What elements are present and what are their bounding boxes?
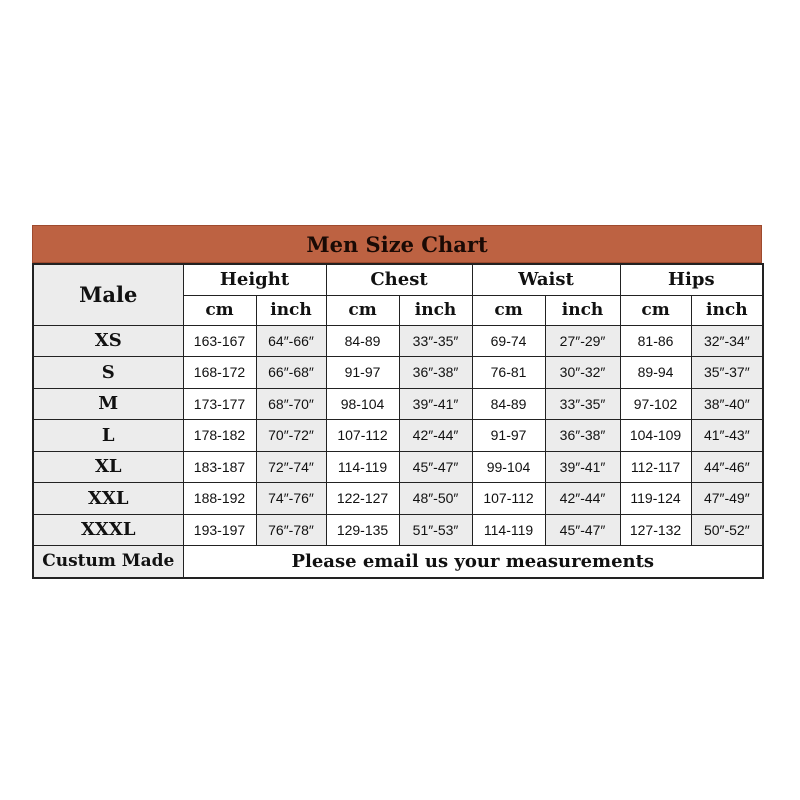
measurement-cell: 107-112 [326,420,399,452]
measurement-cell: 183-187 [183,451,256,483]
size-label: XXL [33,483,183,515]
measurement-cell: 42″-44″ [545,483,620,515]
measurement-cell: 33″-35″ [399,325,472,357]
size-rows [33,325,763,546]
measurement-cell: 48″-50″ [399,483,472,515]
measurement-cell: 99-104 [472,451,545,483]
measurement-cell: 45″-47″ [399,451,472,483]
table-row [33,420,763,452]
size-chart [32,225,762,579]
table-row [33,514,763,546]
measurement-cell: 119-124 [620,483,691,515]
table-row [33,388,763,420]
unit-header: cm [472,295,545,325]
measurement-cell: 91-97 [472,420,545,452]
unit-header: inch [399,295,472,325]
measurement-cell: 168-172 [183,357,256,389]
measurement-cell: 38″-40″ [691,388,763,420]
unit-header: inch [545,295,620,325]
measurement-cell: 193-197 [183,514,256,546]
measurement-cell: 33″-35″ [545,388,620,420]
measurement-cell: 32″-34″ [691,325,763,357]
measurement-cell: 163-167 [183,325,256,357]
measurement-cell: 50″-52″ [691,514,763,546]
measurement-cell: 36″-38″ [399,357,472,389]
measurement-cell: 178-182 [183,420,256,452]
measurement-cell: 84-89 [472,388,545,420]
measurement-cell: 42″-44″ [399,420,472,452]
size-label: S [33,357,183,389]
measurement-cell: 36″-38″ [545,420,620,452]
measurement-cell: 35″-37″ [691,357,763,389]
measurement-cell: 68″-70″ [256,388,326,420]
unit-header: inch [691,295,763,325]
measurement-cell: 114-119 [326,451,399,483]
measurement-cell: 72″-74″ [256,451,326,483]
measurement-cell: 112-117 [620,451,691,483]
height-header: Height [183,264,326,295]
table-row [33,325,763,357]
measurement-cell: 89-94 [620,357,691,389]
measurement-cell: 97-102 [620,388,691,420]
size-label: XS [33,325,183,357]
measurement-cell: 45″-47″ [545,514,620,546]
size-label: L [33,420,183,452]
hips-header: Hips [620,264,763,295]
measurement-cell: 76″-78″ [256,514,326,546]
size-label: XXXL [33,514,183,546]
measurement-cell: 30″-32″ [545,357,620,389]
measurement-cell: 122-127 [326,483,399,515]
measurement-cell: 107-112 [472,483,545,515]
measurement-cell: 74″-76″ [256,483,326,515]
measurement-cell: 129-135 [326,514,399,546]
custom-made-label: Custum Made [33,546,183,578]
custom-made-message: Please email us your measurements [183,546,763,578]
size-label: XL [33,451,183,483]
measurement-cell: 188-192 [183,483,256,515]
table-row [33,483,763,515]
measurement-cell: 66″-68″ [256,357,326,389]
measurement-cell: 114-119 [472,514,545,546]
measurement-cell: 98-104 [326,388,399,420]
measurement-cell: 70″-72″ [256,420,326,452]
male-header: Male [33,264,183,325]
measurement-cell: 127-132 [620,514,691,546]
size-table [32,263,764,579]
measurement-cell: 47″-49″ [691,483,763,515]
chest-header: Chest [326,264,472,295]
measurement-cell: 41″-43″ [691,420,763,452]
chart-title: Men Size Chart [32,225,762,263]
measurement-cell: 81-86 [620,325,691,357]
unit-header: cm [326,295,399,325]
measurement-cell: 84-89 [326,325,399,357]
unit-header: cm [183,295,256,325]
measurement-cell: 27″-29″ [545,325,620,357]
waist-header: Waist [472,264,620,295]
unit-header: cm [620,295,691,325]
table-row [33,357,763,389]
measurement-cell: 44″-46″ [691,451,763,483]
measurement-cell: 69-74 [472,325,545,357]
measurement-cell: 104-109 [620,420,691,452]
measurement-cell: 51″-53″ [399,514,472,546]
measurement-cell: 173-177 [183,388,256,420]
unit-header: inch [256,295,326,325]
measurement-cell: 91-97 [326,357,399,389]
measurement-cell: 64″-66″ [256,325,326,357]
measurement-cell: 39″-41″ [399,388,472,420]
measurement-cell: 39″-41″ [545,451,620,483]
table-row [33,451,763,483]
measurement-cell: 76-81 [472,357,545,389]
size-label: M [33,388,183,420]
